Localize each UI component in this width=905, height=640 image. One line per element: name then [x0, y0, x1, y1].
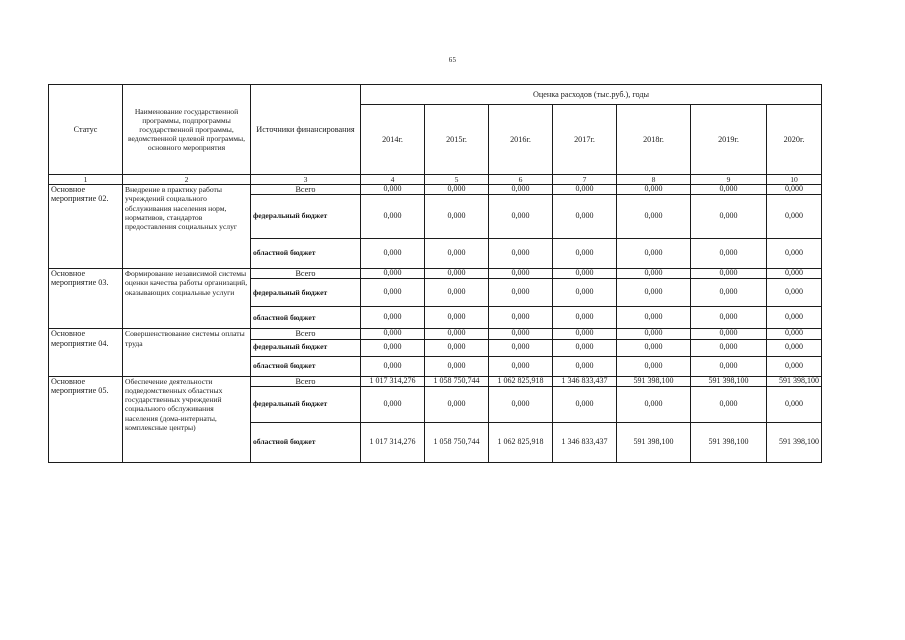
value-cell: 0,000	[425, 195, 489, 239]
funding-source: областной бюджет	[251, 422, 361, 462]
header-year: 2020г.	[767, 105, 822, 175]
value-cell: 0,000	[617, 356, 691, 376]
value-cell: 0,000	[361, 356, 425, 376]
value-cell: 0,000	[489, 339, 553, 356]
header-year: 2016г.	[489, 105, 553, 175]
funding-source: Всего	[251, 376, 361, 386]
value-cell: 0,000	[617, 269, 691, 279]
value-cell: 0,000	[691, 307, 767, 329]
value-cell: 0,000	[489, 279, 553, 307]
value-cell: 0,000	[553, 386, 617, 422]
header-program-name: Наименование государственной программы, подпрограммы государственной программы, ведомственной целевой программы, основного мероприятия	[123, 85, 251, 175]
header-funding-sources: Источники финансирования	[251, 85, 361, 175]
column-number: 5	[425, 175, 489, 185]
value-cell: 0,000	[691, 339, 767, 356]
funding-source: областной бюджет	[251, 356, 361, 376]
value-cell: 0,000	[361, 269, 425, 279]
value-cell: 0,000	[425, 307, 489, 329]
header-status: Статус	[49, 85, 123, 175]
funding-source: федеральный бюджет	[251, 339, 361, 356]
value-cell: 0,000	[361, 195, 425, 239]
value-cell: 591 398,100	[617, 376, 691, 386]
value-cell: 0,000	[553, 195, 617, 239]
value-cell: 0,000	[617, 185, 691, 195]
value-cell: 0,000	[553, 329, 617, 339]
value-cell: 0,000	[617, 386, 691, 422]
value-cell: 591 398,100	[767, 376, 822, 386]
value-cell: 0,000	[361, 279, 425, 307]
measure-name: Внедрение в практику работы учреждений социального обслуживания населения норм, нормативов, стандартов предоставления социальных услуг	[123, 185, 251, 269]
value-cell: 0,000	[691, 279, 767, 307]
value-cell: 0,000	[425, 185, 489, 195]
column-number: 9	[691, 175, 767, 185]
value-cell: 0,000	[425, 339, 489, 356]
value-cell: 0,000	[553, 239, 617, 269]
value-cell: 0,000	[425, 269, 489, 279]
value-cell: 591 398,100	[767, 422, 822, 462]
value-cell: 0,000	[691, 386, 767, 422]
value-cell: 0,000	[767, 329, 822, 339]
value-cell: 0,000	[489, 195, 553, 239]
value-cell: 1 062 825,918	[489, 376, 553, 386]
value-cell: 0,000	[489, 386, 553, 422]
measure-name: Обеспечение деятельности подведомственных областных государственных учреждений социального обслуживания населения (дома-интернаты, комплексные центры)	[123, 376, 251, 462]
funding-source: Всего	[251, 185, 361, 195]
value-cell: 0,000	[617, 195, 691, 239]
column-number: 3	[251, 175, 361, 185]
funding-source: областной бюджет	[251, 239, 361, 269]
measure-name: Совершенствование системы оплаты труда	[123, 329, 251, 376]
value-cell: 0,000	[361, 307, 425, 329]
value-cell: 1 058 750,744	[425, 422, 489, 462]
value-cell: 0,000	[361, 386, 425, 422]
header-year: 2015г.	[425, 105, 489, 175]
value-cell: 0,000	[767, 279, 822, 307]
value-cell: 0,000	[767, 239, 822, 269]
value-cell: 0,000	[425, 279, 489, 307]
value-cell: 0,000	[617, 279, 691, 307]
measure-status: Основное мероприятие 02.	[49, 185, 123, 269]
value-cell: 0,000	[767, 307, 822, 329]
measure-name: Формирование независимой системы оценки качества работы организаций, оказывающих социальные услуги	[123, 269, 251, 329]
value-cell: 0,000	[361, 239, 425, 269]
table-row	[49, 269, 822, 279]
funding-source: федеральный бюджет	[251, 195, 361, 239]
column-number: 10	[767, 175, 822, 185]
value-cell: 0,000	[553, 339, 617, 356]
header-year: 2017г.	[553, 105, 617, 175]
column-number: 4	[361, 175, 425, 185]
value-cell: 0,000	[691, 185, 767, 195]
value-cell: 0,000	[489, 185, 553, 195]
value-cell: 0,000	[425, 239, 489, 269]
value-cell: 0,000	[553, 185, 617, 195]
header-year: 2014г.	[361, 105, 425, 175]
funding-source: Всего	[251, 269, 361, 279]
value-cell: 1 346 833,437	[553, 422, 617, 462]
measure-status: Основное мероприятие 05.	[49, 376, 123, 462]
table-row	[49, 376, 822, 386]
column-number: 2	[123, 175, 251, 185]
value-cell: 0,000	[489, 239, 553, 269]
budget-table	[48, 84, 822, 463]
value-cell: 0,000	[617, 329, 691, 339]
measure-status: Основное мероприятие 03.	[49, 269, 123, 329]
value-cell: 0,000	[767, 185, 822, 195]
value-cell: 0,000	[767, 269, 822, 279]
value-cell: 0,000	[361, 185, 425, 195]
value-cell: 0,000	[767, 356, 822, 376]
value-cell: 0,000	[361, 339, 425, 356]
column-number: 7	[553, 175, 617, 185]
value-cell: 1 017 314,276	[361, 422, 425, 462]
value-cell: 0,000	[425, 329, 489, 339]
value-cell: 1 346 833,437	[553, 376, 617, 386]
column-number: 8	[617, 175, 691, 185]
header-year: 2018г.	[617, 105, 691, 175]
funding-source: федеральный бюджет	[251, 279, 361, 307]
value-cell: 0,000	[767, 339, 822, 356]
value-cell: 591 398,100	[691, 376, 767, 386]
value-cell: 0,000	[489, 356, 553, 376]
value-cell: 0,000	[425, 356, 489, 376]
value-cell: 0,000	[553, 307, 617, 329]
column-number: 6	[489, 175, 553, 185]
value-cell: 0,000	[425, 386, 489, 422]
value-cell: 0,000	[767, 386, 822, 422]
value-cell: 0,000	[691, 269, 767, 279]
header-expense-estimate: Оценка расходов (тыс.руб.), годы	[361, 85, 822, 105]
value-cell: 0,000	[691, 195, 767, 239]
value-cell: 0,000	[617, 239, 691, 269]
value-cell: 0,000	[553, 279, 617, 307]
value-cell: 0,000	[553, 356, 617, 376]
value-cell: 0,000	[691, 356, 767, 376]
value-cell: 0,000	[553, 269, 617, 279]
value-cell: 0,000	[691, 239, 767, 269]
value-cell: 0,000	[489, 329, 553, 339]
funding-source: Всего	[251, 329, 361, 339]
value-cell: 1 017 314,276	[361, 376, 425, 386]
funding-source: федеральный бюджет	[251, 386, 361, 422]
value-cell: 0,000	[489, 307, 553, 329]
column-number: 1	[49, 175, 123, 185]
value-cell: 0,000	[767, 195, 822, 239]
value-cell: 591 398,100	[617, 422, 691, 462]
value-cell: 1 058 750,744	[425, 376, 489, 386]
page-number: 65	[448, 56, 457, 64]
value-cell: 1 062 825,918	[489, 422, 553, 462]
measure-status: Основное мероприятие 04.	[49, 329, 123, 376]
header-year: 2019г.	[691, 105, 767, 175]
table-row	[49, 185, 822, 195]
table-row	[49, 329, 822, 339]
value-cell: 0,000	[361, 329, 425, 339]
funding-source: областной бюджет	[251, 307, 361, 329]
value-cell: 0,000	[691, 329, 767, 339]
value-cell: 591 398,100	[691, 422, 767, 462]
value-cell: 0,000	[617, 307, 691, 329]
value-cell: 0,000	[489, 269, 553, 279]
value-cell: 0,000	[617, 339, 691, 356]
